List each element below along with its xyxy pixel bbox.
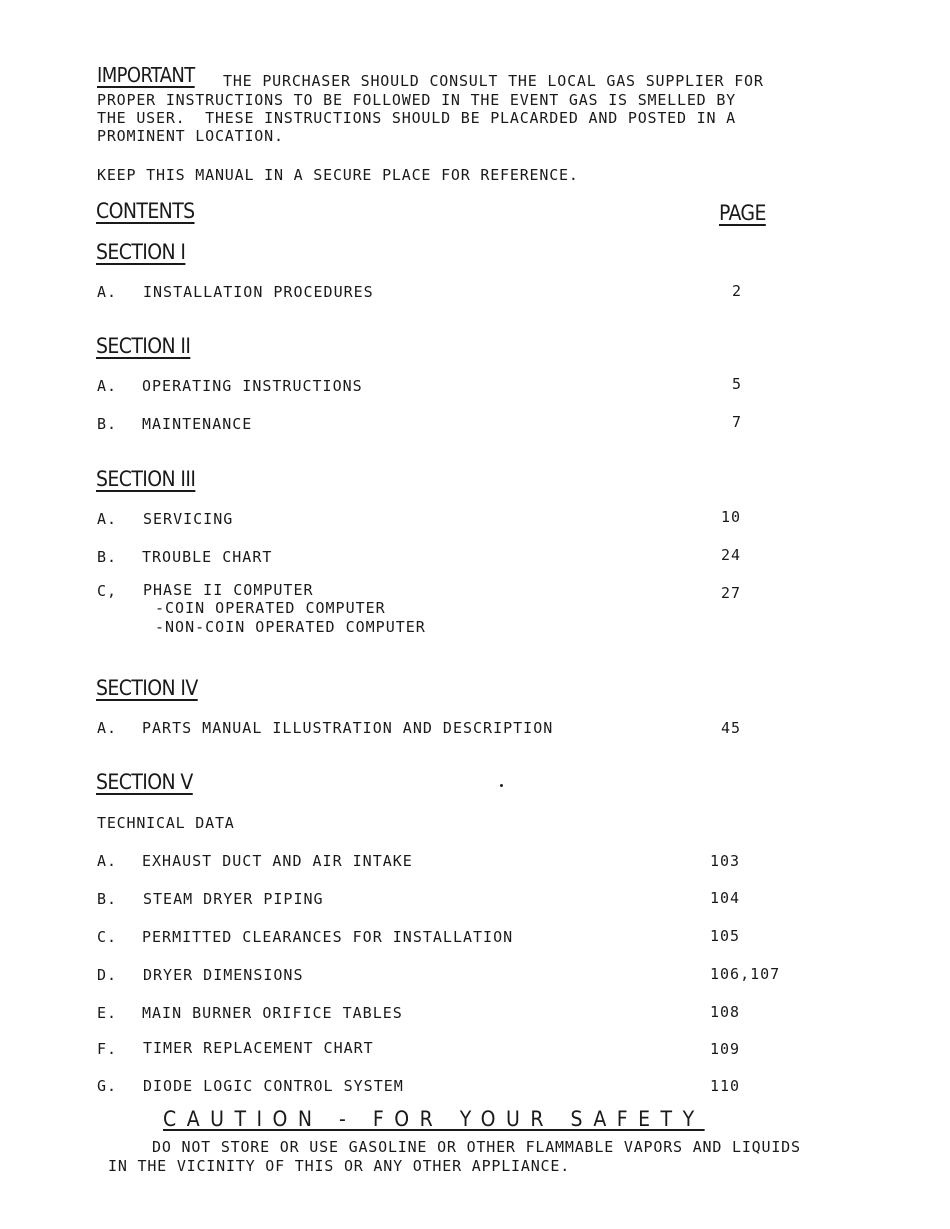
section-1-title: SECTION I — [96, 240, 186, 264]
important-label: IMPORTANT — [97, 63, 195, 87]
keep-manual-note: KEEP THIS MANUAL IN A SECURE PLACE FOR REFERENCE. — [97, 166, 579, 184]
entry-page: 103 — [710, 852, 741, 870]
entry-letter: A. — [97, 377, 118, 395]
entry-page: 110 — [710, 1077, 741, 1095]
page-heading: PAGE — [719, 201, 766, 225]
caution-line-1: DO NOT STORE OR USE GASOLINE OR OTHER FLAMMABLE VAPORS AND LIQUIDS — [152, 1138, 801, 1156]
entry-page: 105 — [710, 927, 741, 945]
section-4-title: SECTION IV — [96, 676, 198, 700]
entry-letter: A. — [97, 283, 118, 301]
important-line-1: THE PURCHASER SHOULD CONSULT THE LOCAL GAS SUPPLIER FOR — [223, 72, 764, 90]
entry-title: EXHAUST DUCT AND AIR INTAKE — [142, 852, 413, 870]
entry-letter: B. — [97, 890, 118, 908]
entry-letter: G. — [97, 1077, 118, 1095]
section-2-title: SECTION II — [96, 334, 191, 358]
important-line-4: PROMINENT LOCATION. — [97, 127, 284, 145]
entry-title: PERMITTED CLEARANCES FOR INSTALLATION — [142, 928, 514, 946]
entry-page: 27 — [721, 584, 742, 602]
entry-title: PARTS MANUAL ILLUSTRATION AND DESCRIPTION — [142, 719, 554, 737]
entry-title: INSTALLATION PROCEDURES — [143, 283, 374, 301]
entry-page: 10 — [721, 508, 742, 526]
entry-title: MAINTENANCE — [142, 415, 253, 433]
entry-page: 7 — [732, 413, 743, 431]
entry-page: 109 — [710, 1040, 741, 1058]
entry-letter: B. — [97, 548, 118, 566]
entry-letter: F. — [97, 1040, 118, 1058]
entry-title: OPERATING INSTRUCTIONS — [142, 377, 363, 395]
section-5-subtitle: TECHNICAL DATA — [97, 814, 235, 832]
entry-title: DRYER DIMENSIONS — [143, 966, 304, 984]
entry-page: 106,107 — [710, 965, 781, 983]
section-3-title: SECTION III — [96, 467, 196, 491]
entry-letter: C, — [97, 582, 118, 600]
entry-letter: D. — [97, 966, 118, 984]
entry-letter: A. — [97, 719, 118, 737]
entry-subitem: -COIN OPERATED COMPUTER — [155, 599, 386, 617]
entry-subitem: -NON-COIN OPERATED COMPUTER — [155, 618, 426, 636]
important-line-2: PROPER INSTRUCTIONS TO BE FOLLOWED IN THE EVENT GAS IS SMELLED BY — [97, 91, 736, 109]
entry-page: 45 — [721, 719, 742, 737]
entry-title: TIMER REPLACEMENT CHART — [143, 1039, 374, 1057]
section-5-title: SECTION V — [96, 770, 193, 794]
entry-title: TROUBLE CHART — [142, 548, 273, 566]
entry-page: 24 — [721, 546, 742, 564]
caution-line-2: IN THE VICINITY OF THIS OR ANY OTHER APPLIANCE. — [108, 1157, 571, 1175]
entry-title: DIODE LOGIC CONTROL SYSTEM — [143, 1077, 404, 1095]
caution-title: CAUTION - FOR YOUR SAFETY — [163, 1107, 705, 1131]
entry-title: PHASE II COMPUTER — [143, 581, 314, 599]
entry-title: MAIN BURNER ORIFICE TABLES — [142, 1004, 403, 1022]
stray-mark — [500, 784, 503, 787]
entry-letter: A. — [97, 852, 118, 870]
entry-letter: C. — [97, 928, 118, 946]
entry-letter: E. — [97, 1004, 118, 1022]
entry-title: STEAM DRYER PIPING — [143, 890, 324, 908]
entry-title: SERVICING — [143, 510, 234, 528]
entry-page: 5 — [732, 375, 743, 393]
entry-page: 104 — [710, 889, 741, 907]
entry-page: 2 — [732, 282, 743, 300]
contents-heading: CONTENTS — [96, 199, 195, 223]
entry-letter: B. — [97, 415, 118, 433]
entry-letter: A. — [97, 510, 118, 528]
important-line-3: THE USER. THESE INSTRUCTIONS SHOULD BE PLACARDED AND POSTED IN A — [97, 109, 736, 127]
entry-page: 108 — [710, 1003, 741, 1021]
